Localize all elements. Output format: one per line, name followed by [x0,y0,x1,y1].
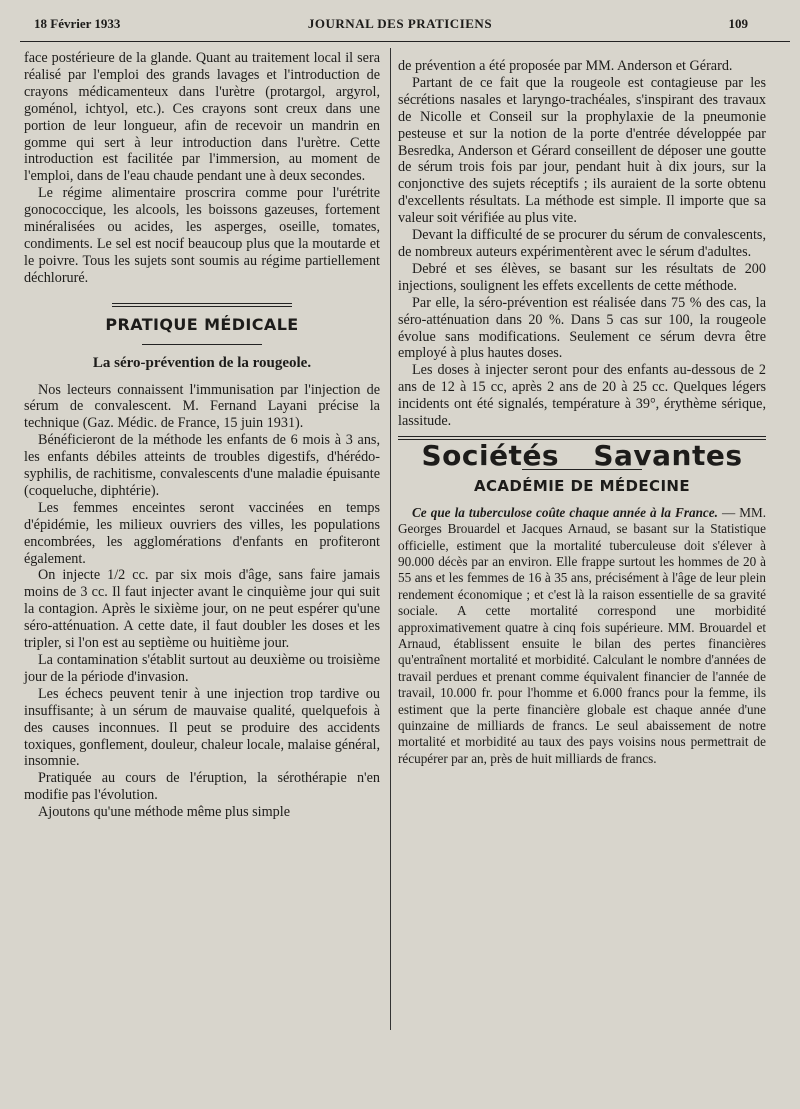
right-column [398,58,766,767]
paragraph: Nos lecteurs connaissent l'immunisation par l'injection de sérum de convalescent. M. Fernand Layani précise la technique (Gaz. Médic. de France, 15 juin 1931). [24,381,380,432]
running-head [0,16,800,38]
section-rule [112,303,292,307]
paragraph: Les échecs peuvent tenir à une injection trop tardive ou insuffisante; à un sérum de mauvaise qualité, quelquefois à des causes inconnues. Il peut se produire des accidents toxiques, gonflement, douleur, chaleur locale, malaise général, insomnie. [24,685,380,770]
paragraph: Bénéficieront de la méthode les enfants de 6 mois à 3 ans, les enfants débiles atteints de troubles digestifs, d'hérédo-syphilis, de rachitisme, convalescents d'une maladie épuisante (coqueluche, diphtérie). [24,432,380,499]
header-date: 18 Février 1933 [34,16,121,31]
paragraph: Le régime alimentaire proscrira comme pour l'urétrite gonococcique, les alcools, les boissons gazeuses, fortement minéralisées ou acides, les asperges, oseille, tomates, condiments. Le sel est nocif beaucoup plus que la moutarde et le poivre. Tous les sujets sont soumis au régime partiellement déchloruré. [24,185,380,286]
paragraph: Debré et ses élèves, se basant sur les résultats de 200 injections, soulignent les effets excellents de cette méthode. [398,260,766,294]
societes-title: Sociétés Savantes [421,438,743,472]
left-column [24,50,380,821]
paragraph: de prévention a été proposée par MM. Anderson et Gérard. [398,58,733,74]
paragraph: face postérieure de la glande. Quant au traitement local il sera réalisé par l'emploi des grands lavages et l'introduction de crayons médicamenteux dans l'urètre (protargol, argyrol, goménol, ichtyol, etc.). Ces crayons sont creux dans une portion de leur longueur, afin de recevoir un mandrin en gomme qui sert à leur introduction dans l'urètre. Cette introduction est facilitée par l'immersion, au moment de l'emploi, dans de l'eau chaude pendant une à deux secondes. [24,50,380,185]
academie-lead: Ce que la tuberculose coûte chaque année à la France. [412,504,718,520]
paragraph: Par elle, la séro-prévention est réalisée dans 75 % des cas, la séro-atténuation dans 20 %. Dans 5 cas sur 100, la rougeole évolue sans modifications. Seulement ce sérum devra être employé à plus hautes doses. [398,294,766,362]
paragraph: Ajoutons qu'une méthode même plus simple [38,804,290,821]
column-divider [390,48,391,1030]
section-title: PRATIQUE MÉDICALE [105,314,299,334]
paragraph: On injecte 1/2 cc. par six mois d'âge, sans faire jamais moins de 3 cc. Il faut injecter avant le cinquième jour qui suit la contagion. Après le sixième jour, on ne peut espérer qu'une séro-atténuation. A cette date, il faut doubler les doses et les tripler, si l'on est au septième ou huitième jour. [24,567,380,652]
academie-paragraph [398,505,766,768]
academie-title: ACADÉMIE DE MÉDECINE [473,476,691,495]
paragraph: Les doses à injecter seront pour des enfants au-dessous de 2 ans de 12 à 15 cc, après 2 ans de 20 à 25 cc. Quelques légers incidents ont été signalés, température à 39°, érythème sérique, lassitude. [398,362,766,430]
academie-text: — MM. Georges Brouardel et Jacques Arnaud, se basant sur la Statistique officielle, estiment que la mortalité tuberculeuse doit s'élever à 90.000 décès par an environ. Elle frappe surtout les hommes de 20 à 55 ans et les femmes de 16 à 35 ans, précisément à l'âge de leur plein rendement économique ; et c'est là la raison essentielle de sa gravité sociale. A cette mortalité correspond une morbidité approximativement quatre à cinq fois supérieure. MM. Brouardel et Arnaud, établissent ensuite le bilan des pertes financières qu'entraînent mortalité et morbidité. Calculant le nombre d'années de travail perdues et prenant comme équivalent financier de l'année de travail, 10.000 fr. pour l'homme et 6.000 francs pour la femme, ils estiment que la perte financière globale est chaque année d'une quinzaine de milliards de francs. Le seul abaissement de notre mortalité et morbidité au taux des pays voisins nous permettrait de récupérer par an, près de huit milliards de francs. [398,504,766,766]
page-number: 109 [728,16,748,31]
journal-title: JOURNAL DES PRATICIENS [307,16,493,31]
section-underline [142,344,262,345]
article-title: La séro-prévention de la rougeole. [92,354,312,371]
paragraph: Partant de ce fait que la rougeole est contagieuse par les sécrétions nasales et laryngo-trachéales, s'inspirant des travaux de Nicolle et Conseil sur la prophylaxie de la pneumonie pesteuse et sur la notion de la porte d'entrée développée par Besredka, Anderson et Gérard conseillent de déposer une goutte de sérum trois fois par jour, pendant huit à dix jours, sur la conjonctive des sujets réceptifs ; ils auraient de la sorte obtenu d'excellents résultats. La méthode est simple. Il importe que sa valeur soit vérifiée au plus vite. [398,74,766,227]
paragraph: La contamination s'établit surtout au deuxième ou troisième jour de la période d'invasion. [24,652,380,685]
paragraph: Les femmes enceintes seront vaccinées en temps d'épidémie, les milieux ouvriers des villes, les populations encombrées, les agglomérations d'enfants en profiteront également. [24,499,380,567]
paragraph: Devant la difficulté de se procurer du sérum de convalescents, de nombreux auteurs expérimentèrent avec le sérum d'adultes. [398,227,766,260]
header-rule [20,41,790,42]
paragraph: Pratiquée au cours de l'éruption, la sérothérapie n'en modifie pas l'évolution. [24,770,380,804]
